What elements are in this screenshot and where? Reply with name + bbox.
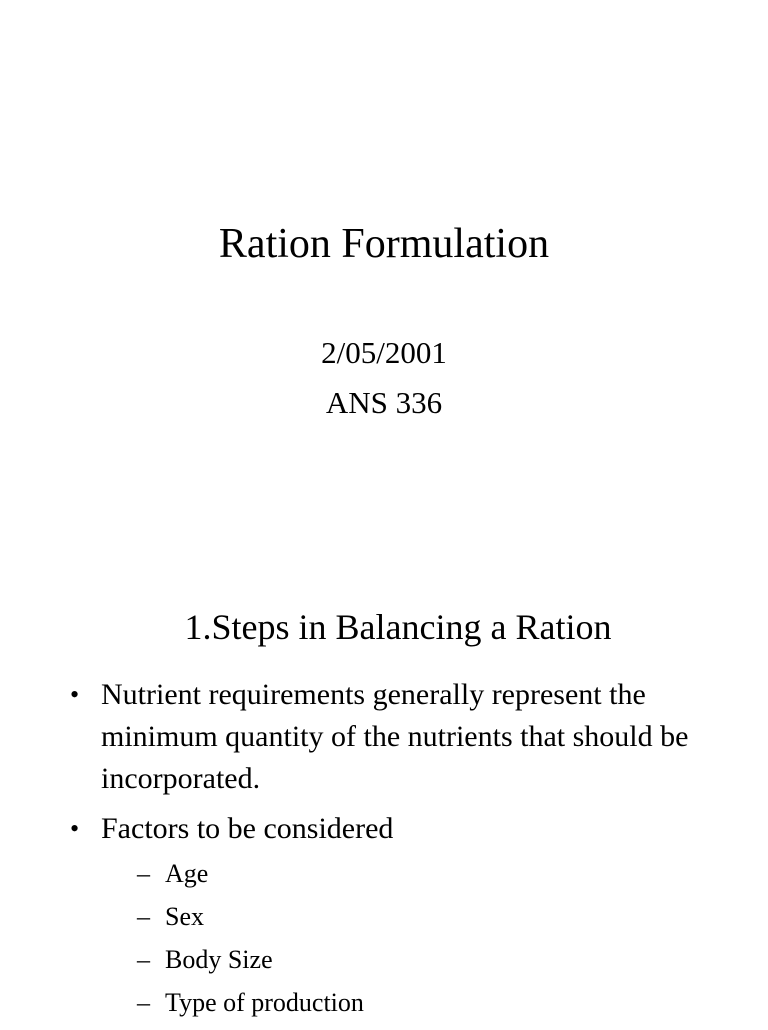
- dash-marker: –: [137, 902, 150, 931]
- sub-bullet-text: Body Size: [165, 945, 273, 974]
- bullet-text: Nutrient requirements generally represent the minimum quantity of the nutrients that should be incorporated.: [101, 678, 689, 795]
- bullet-marker: •: [70, 680, 80, 709]
- slide-steps-heading: 1.Steps in Balancing a Ration: [184, 607, 612, 647]
- slide-title-heading: Ration Formulation: [218, 221, 550, 267]
- slide-date: 2/05/2001: [321, 335, 447, 370]
- bullet-item: [70, 674, 710, 800]
- bullet-text: Factors to be considered: [101, 812, 394, 845]
- sub-bullet-text: Sex: [165, 902, 204, 931]
- bullet-marker: •: [70, 814, 80, 843]
- dash-marker: –: [137, 859, 150, 888]
- sub-bullet-item: [137, 852, 746, 895]
- slide-course-code: ANS 336: [325, 385, 443, 420]
- sub-bullet-list: [137, 852, 746, 1024]
- dash-marker: –: [137, 945, 150, 974]
- bullet-item: [70, 808, 710, 1022]
- sub-bullet-text: Age: [165, 859, 209, 888]
- slide-steps: [0, 576, 768, 1024]
- sub-bullet-item: [137, 938, 746, 981]
- sub-bullet-text: Type of production: [165, 988, 364, 1017]
- dash-marker: –: [137, 988, 150, 1017]
- sub-bullet-item: [137, 895, 746, 938]
- sub-bullet-item: [137, 981, 746, 1024]
- bullet-list: [70, 674, 710, 1030]
